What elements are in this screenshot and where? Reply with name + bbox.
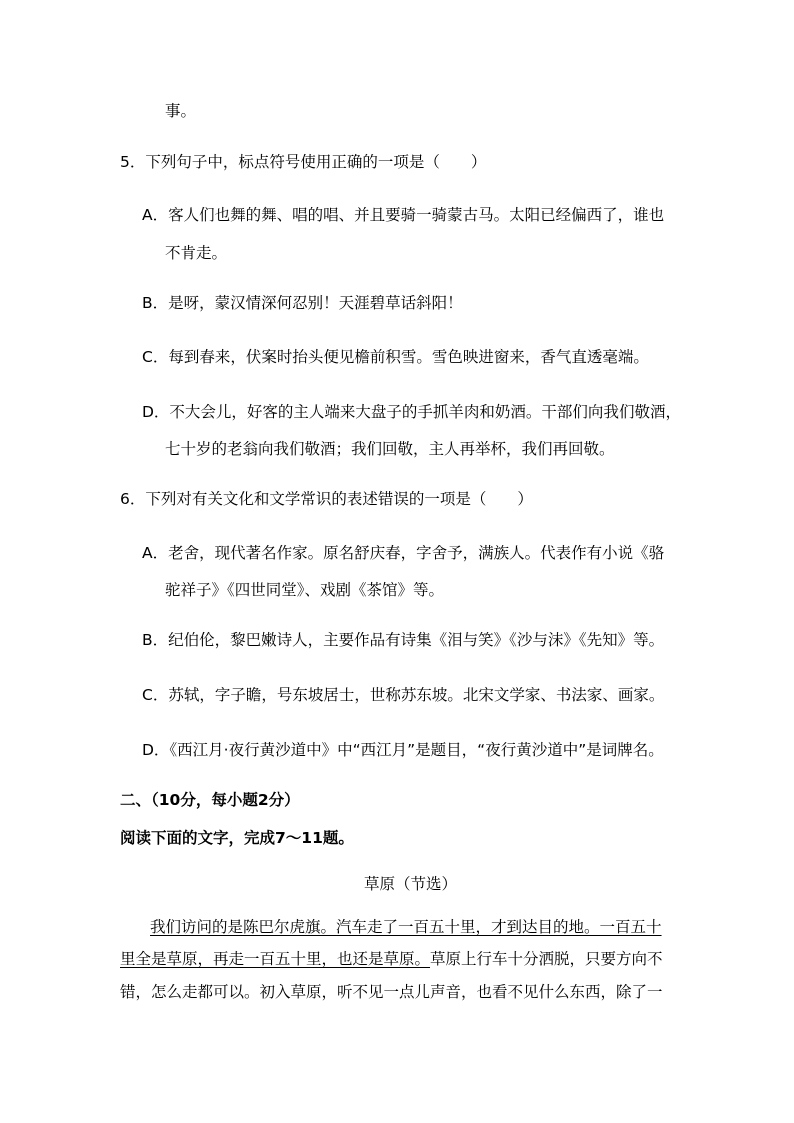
question-6-option-b: B．纪伯伦，黎巴嫩诗人，主要作品有诗集《泪与笑》《沙与沫》《先知》等。	[142, 631, 665, 649]
question-6-option-c: C．苏轼，字子瞻，号东坡居士，世称苏东坡。北宋文学家、书法家、画家。	[142, 686, 665, 704]
question-6-option-d: D．《西江月·夜行黄沙道中》中“西江月”是题目，“夜行黄沙道中”是词牌名。	[142, 741, 664, 759]
question-6-stem: 6．下列对有关文化和文学常识的表述错误的一项是（ ）	[120, 490, 533, 508]
question-6-option-a-line1: A．老舍，现代著名作家。原名舒庆春，字舍予，满族人。代表作有小说《骆	[142, 544, 665, 562]
question-5-option-a-line1: A．客人们也舞的舞、唱的唱、并且要骑一骑蒙古马。太阳已经偏西了，谁也	[142, 206, 665, 224]
passage-title: 草原（节选）	[364, 875, 458, 893]
question-5-option-c: C．每到春来，伏案时抬头便见檐前积雪。雪色映进窗来，香气直透毫端。	[142, 348, 649, 366]
question-5-option-b: B．是呀，蒙汉情深何忍别！天涯碧草话斜阳！	[142, 294, 463, 312]
question-6-option-a-line2: 驼祥子》《四世同堂》、戏剧《茶馆》等。	[165, 581, 445, 599]
passage-line-2	[120, 949, 663, 969]
section-2-heading: 二、（10分，每小题2分）	[120, 791, 300, 809]
reading-instruction: 阅读下面的文字，完成7～11题。	[120, 829, 354, 847]
question-5-stem: 5．下列句子中，标点符号使用正确的一项是（ ）	[120, 153, 487, 171]
question-5-option-a-line2: 不肯走。	[165, 244, 228, 262]
underlined-sentence-2: 汽车走了一百五十里，才到达目的地。一百五十	[336, 918, 662, 936]
passage-line-1	[150, 917, 662, 937]
previous-item-continuation: 事。	[165, 102, 197, 120]
passage-line-3: 错，怎么走都可以。初入草原，听不见一点儿声音，也看不见什么东西，除了一	[120, 983, 663, 1001]
underlined-sentence-3: 里全是草原，再走一百五十里，也还是草原。	[120, 950, 431, 968]
question-5-option-d-line1: D．不大会儿，好客的主人端来大盘子的手抓羊肉和奶酒。干部们向我们敬酒，	[142, 403, 681, 421]
plain-sentence: 草原上行车十分洒脱，只要方向不	[430, 950, 663, 968]
question-5-option-d-line2: 七十岁的老翁向我们敬酒；我们回敬，主人再举杯，我们再回敬。	[165, 440, 615, 458]
underlined-sentence-1: 我们访问的是陈巴尔虎旗。	[150, 918, 337, 936]
